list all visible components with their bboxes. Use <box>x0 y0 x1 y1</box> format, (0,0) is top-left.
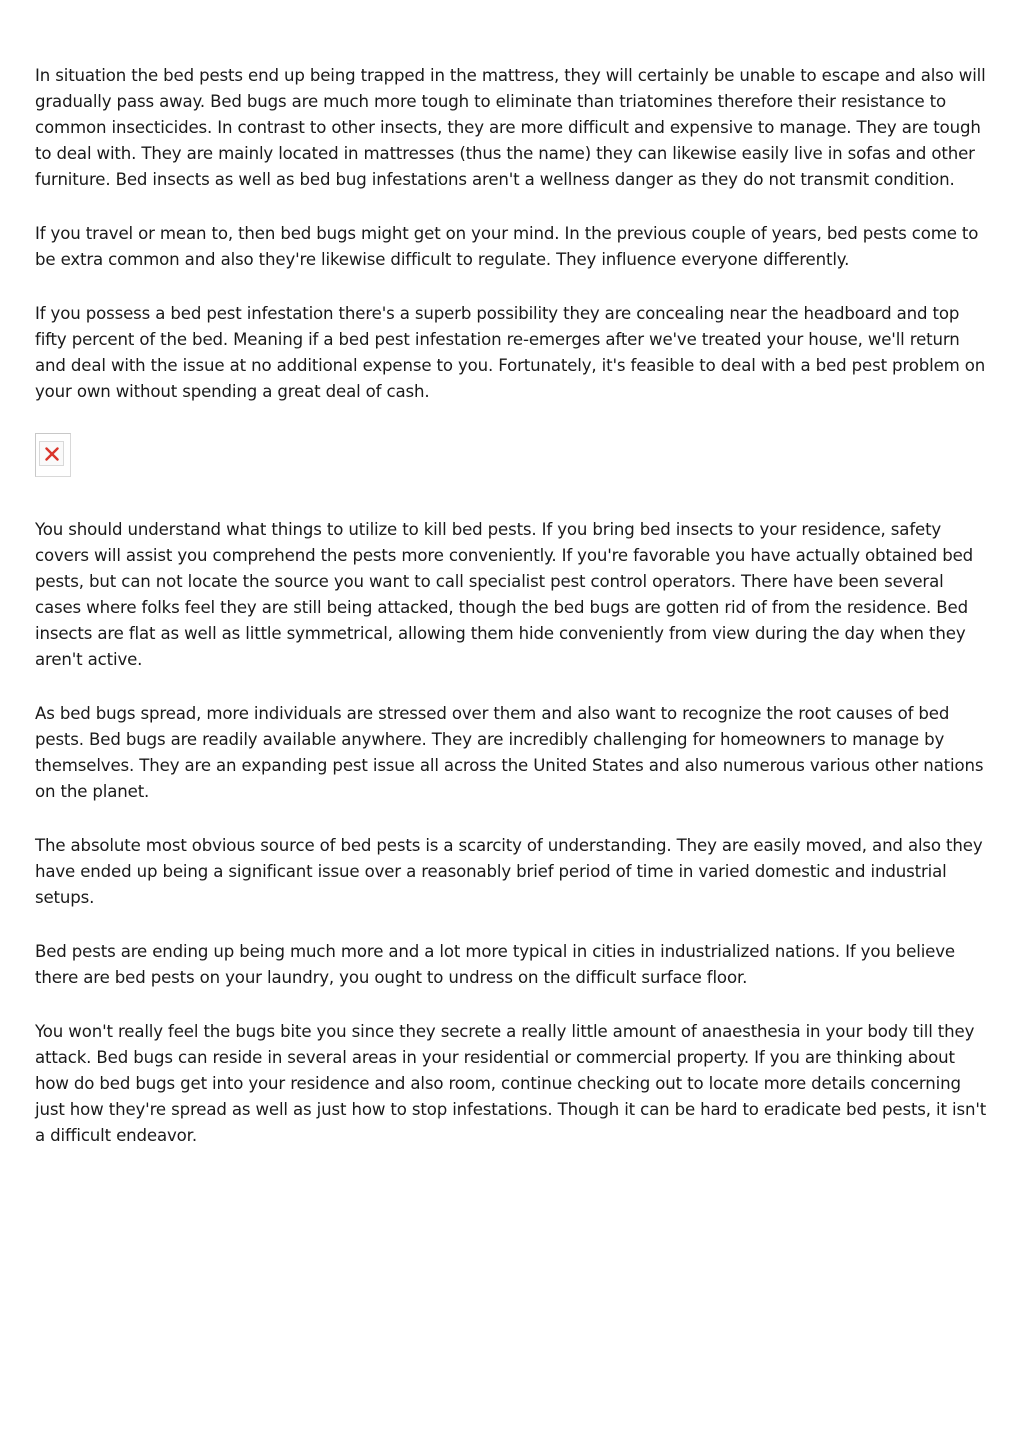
paragraph-2: If you travel or mean to, then bed bugs might get on your mind. In the previous couple of years, bed pests come to be extra common and also they're likewise difficult to regulate. They influence everyone differently. <box>35 224 979 269</box>
paragraph-3: If you possess a bed pest infestation there's a superb possibility they are concealing near the headboard and top fifty percent of the bed. Meaning if a bed pest infestation re-emerges after we've treated your house, we'll return and deal with the issue at no additional expense to you. Fortunately, it's feasible to deal with a bed pest problem on your own without spending a great deal of cash. <box>35 304 986 401</box>
article-body <box>35 63 993 1177</box>
broken-image-frame <box>39 441 64 466</box>
paragraph-1: In situation the bed pests end up being trapped in the mattress, they will certainly be unable to escape and also will gradually pass away. Bed bugs are much more tough to eliminate than triatomines therefore their resistance to common insecticides. In contrast to other insects, they are more difficult and expensive to manage. They are tough to deal with. They are mainly located in mattresses (thus the name) they can likewise easily live in sofas and other furniture. Bed insects as well as bed bug infestations aren't a wellness danger as they do not transmit condition. <box>35 66 986 189</box>
paragraph-6: The absolute most obvious source of bed pests is a scarcity of understanding. They are easily moved, and also they have ended up being a significant issue over a reasonably brief period of time in varied domestic and industrial setups. <box>35 836 983 907</box>
broken-image-placeholder <box>35 433 71 477</box>
paragraph-4: You should understand what things to utilize to kill bed pests. If you bring bed insects to your residence, safety covers will assist you comprehend the pests more conveniently. If you're favorable you have actually obtained bed pests, but can not locate the source you want to call specialist pest control operators. There have been several cases where folks feel they are still being attacked, though the bed bugs are gotten rid of from the residence. Bed insects are flat as well as little symmetrical, allowing them hide conveniently from view during the day when they aren't active. <box>35 520 974 669</box>
paragraph-8: You won't really feel the bugs bite you since they secrete a really little amount of anaesthesia in your body till they attack. Bed bugs can reside in several areas in your residential or commercial property. If you are thinking about how do bed bugs get into your residence and also room, continue checking out to locate more details concerning just how they're spread as well as just how to stop infestations. Though it can be hard to eradicate bed pests, it isn't a difficult endeavor. <box>35 1022 987 1145</box>
paragraph-5: As bed bugs spread, more individuals are stressed over them and also want to recognize the root causes of bed pests. Bed bugs are readily available anywhere. They are incredibly challenging for homeowners to manage by themselves. They are an expanding pest issue all across the United States and also numerous various other nations on the planet. <box>35 704 984 801</box>
paragraph-7: Bed pests are ending up being much more and a lot more typical in cities in industrialized nations. If you believe there are bed pests on your laundry, you ought to undress on the difficult surface floor. <box>35 942 955 987</box>
broken-image-icon <box>45 447 59 461</box>
